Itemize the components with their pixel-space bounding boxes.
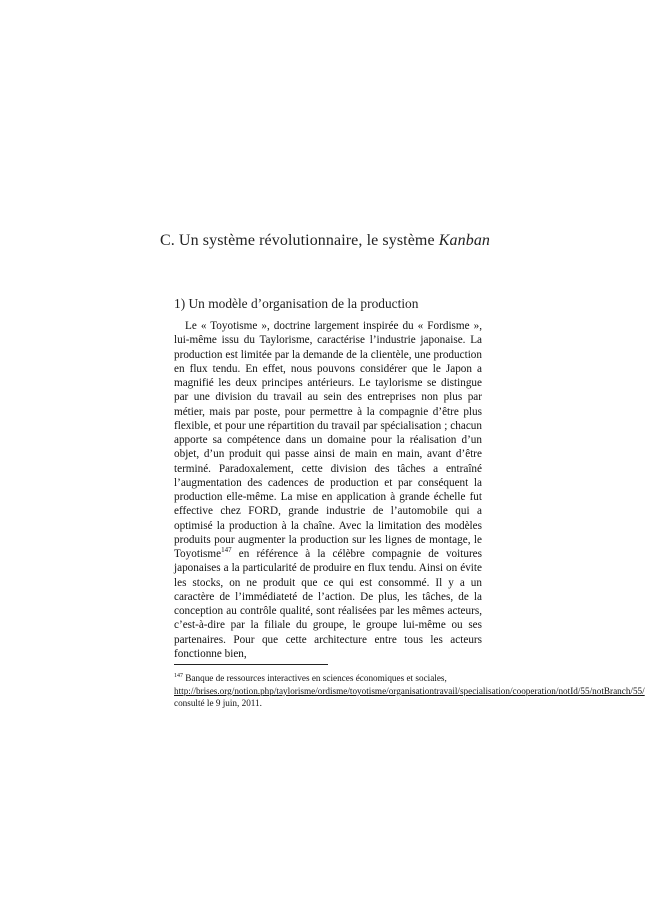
footnote-link[interactable]: http://brises.org/notion.php/taylorisme/ordisme/toyotisme/organisationtravail/specialisation/cooperation/notId/55/notBranch/55/ — [174, 685, 645, 696]
footnote-reference[interactable]: 147 — [221, 546, 232, 554]
footnote-suffix: consulté le 9 juin, 2011. — [174, 698, 262, 708]
body-text-part-2: en référence à la célèbre compagnie de voitures japonaises a la particularité de produire en flux tendu. Ainsi on évite les stocks, on ne produit que ce qui est consommé. Il y a un caractère de l’immédiateté de l’action. De plus, les tâches, de la conception au contrôle qualité, sont réalisées par les mêmes acteurs, c’est-à-dire par la filiale du groupe, le groupe lui-même ou ses partenaires. Pour que cette architecture entre tous les acteurs fonctionne bien, — [174, 548, 482, 660]
footnote-separator — [174, 664, 328, 665]
section-title — [0, 232, 650, 250]
body-paragraph — [174, 319, 482, 661]
subsection-title: 1) Un modèle d’organisation de la production — [174, 296, 419, 311]
section-title-text: C. Un système révolutionnaire, le système — [159, 232, 439, 249]
footnote-number: 147 — [174, 673, 183, 679]
footnote-text: Banque de ressources interactives en sciences économiques et sociales, — [183, 673, 447, 683]
body-text-part-1: Le « Toyotisme », doctrine largement inspirée du « Fordisme », lui-même issu du Taylorisme, caractérise l’industrie japonaise. La production est limitée par la demande de la clientèle, une production en flux tendu. En effet, nous pouvons considérer que le Japon a magnifié les deux principes antérieurs. Le taylorisme se distingue par une division du travail au sein des entreprises non plus par métier, mais par poste, pour permettre à la compagnie d’être plus flexible, et pour une répartition du travail par spécialisation ; chacun apporte sa compétence dans un domaine pour la réalisation d’un objet, d’un produit qui passe ainsi de main en main, avant d’être terminé. Paradoxalement, cette division des tâches a entraîné l’augmentation des cadences de production et par conséquent la production elle-même. La mise en application à grande échelle fut effective chez FORD, grande industrie de l’automobile qui a optimisé la production à la chaîne. Avec la limitation des modèles produits pour augmenter la production sur les lignes de montage, le Toyotisme — [174, 320, 482, 560]
section-title-italic: Kanban — [438, 232, 491, 249]
footnote — [174, 672, 645, 710]
